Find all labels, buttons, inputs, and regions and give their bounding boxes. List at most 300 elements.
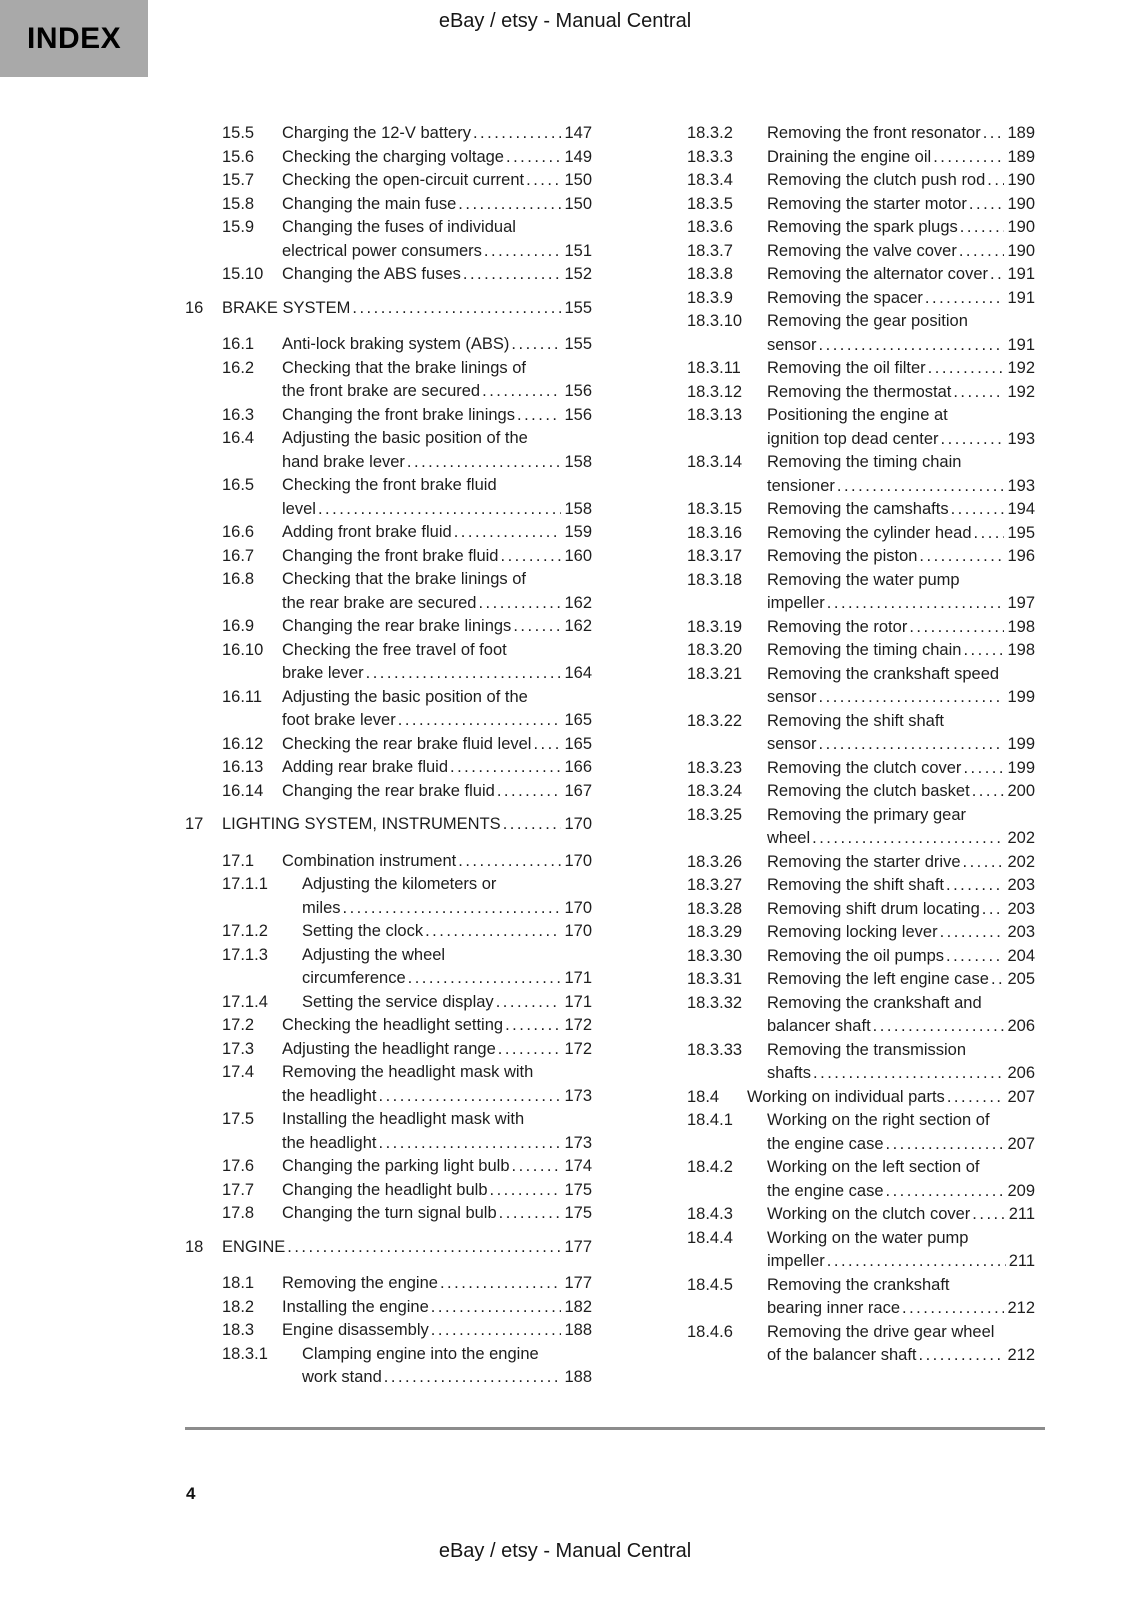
dot-leader <box>991 968 1005 992</box>
toc-entry-body <box>302 920 592 944</box>
toc-entry[interactable] <box>650 287 1035 311</box>
toc-entry-page: 158 <box>564 452 592 471</box>
toc-entry[interactable] <box>185 1108 592 1155</box>
toc-entry-title: hand brake lever <box>282 452 405 471</box>
toc-entry-body <box>767 1227 1035 1274</box>
toc-entry-line <box>767 287 1035 311</box>
toc-entry[interactable] <box>650 569 1035 616</box>
dot-leader <box>408 967 562 991</box>
toc-entry[interactable] <box>650 616 1035 640</box>
toc-entry-line <box>282 521 592 545</box>
toc-entry[interactable] <box>650 874 1035 898</box>
toc-entry[interactable] <box>650 381 1035 405</box>
toc-entry-page: 190 <box>1007 241 1035 260</box>
toc-entry-line <box>767 1180 1035 1204</box>
toc-entry-line <box>767 404 1035 428</box>
toc-entry-line <box>767 592 1035 616</box>
toc-entry-page: 192 <box>1007 359 1035 377</box>
toc-entry-page: 177 <box>564 1274 592 1292</box>
dot-leader <box>513 615 561 639</box>
toc-entry-title: Changing the parking light bulb <box>282 1157 510 1175</box>
toc-entry-number: 16.14 <box>222 781 264 800</box>
toc-entry-line <box>282 1085 592 1109</box>
toc-entry-number: 18.3.13 <box>687 406 743 424</box>
toc-entry-line <box>282 427 592 451</box>
dot-leader <box>963 851 1005 875</box>
toc-entry[interactable] <box>650 522 1035 546</box>
toc-entry-number: 17.5 <box>222 1110 255 1128</box>
toc-entry-page: 193 <box>1007 429 1035 448</box>
toc-entry-body <box>282 1038 592 1062</box>
toc-entry-title: shafts <box>767 1064 812 1082</box>
toc-entry-title: Clamping engine into the engine <box>302 1344 539 1363</box>
dot-leader <box>960 216 1005 240</box>
toc-entry[interactable] <box>185 615 592 639</box>
toc-entry-body <box>767 569 1035 616</box>
toc-entry-line <box>282 756 592 780</box>
toc-entry-page: 211 <box>1008 1252 1035 1270</box>
dot-leader <box>886 1180 1005 1204</box>
toc-entry-body <box>767 710 1035 757</box>
toc-entry-line <box>302 897 592 921</box>
toc-entry-page: 182 <box>564 1297 592 1316</box>
toc-entry-body <box>302 991 592 1015</box>
toc-entry[interactable] <box>650 1156 1035 1203</box>
toc-entry-body <box>282 263 592 287</box>
toc-entry[interactable] <box>650 945 1035 969</box>
toc-entry-page: 207 <box>1007 1087 1035 1106</box>
toc-entry-line <box>302 991 592 1015</box>
toc-entry-line <box>767 216 1035 240</box>
toc-entry-title: Removing the water pump <box>767 570 960 589</box>
toc-entry-number: 18.3.6 <box>687 218 733 236</box>
toc-entry[interactable] <box>185 146 592 170</box>
toc-entry[interactable] <box>650 240 1035 264</box>
toc-entry-number: 18.3.5 <box>687 194 733 213</box>
toc-entry-line <box>282 1155 592 1179</box>
toc-entry-body <box>767 498 1035 522</box>
toc-entry-page: 199 <box>1007 688 1035 706</box>
toc-entry[interactable] <box>650 310 1035 357</box>
dot-leader <box>425 920 561 944</box>
toc-entry-page: 170 <box>564 851 592 870</box>
toc-entry-page: 212 <box>1007 1346 1035 1364</box>
toc-entry-page: 156 <box>564 382 592 400</box>
toc-entry-number: 17.1.3 <box>222 945 268 964</box>
toc-entry-page: 205 <box>1007 970 1035 988</box>
toc-entry-number: 18.4.4 <box>687 1228 733 1247</box>
toc-entry-line <box>767 663 1035 687</box>
toc-entry-body <box>282 1155 592 1179</box>
toc-entry-title: Adjusting the wheel <box>302 945 446 964</box>
toc-entry-title: foot brake lever <box>282 711 396 729</box>
dot-leader <box>953 381 1004 405</box>
toc-entry-page: 167 <box>564 781 592 800</box>
toc-entry[interactable] <box>650 357 1035 381</box>
dot-leader <box>431 1319 562 1343</box>
toc-entry-page: 199 <box>1007 735 1035 753</box>
toc-entry-title: Removing the crankshaft speed <box>767 664 1000 683</box>
toc-entry-number: 18.4.5 <box>687 1275 733 1294</box>
toc-entry-line <box>282 404 592 428</box>
toc-entry-title: Removing the clutch cover <box>767 758 962 777</box>
toc-entry-title: Changing the front brake fluid <box>282 546 499 565</box>
toc-entry-line <box>767 1203 1035 1227</box>
toc-entry-body <box>282 686 592 733</box>
toc-entry-page: 175 <box>564 1180 592 1199</box>
toc-entry-body <box>767 263 1035 287</box>
toc-entry-page: 165 <box>564 734 592 753</box>
toc-entry[interactable] <box>185 873 592 920</box>
toc-entry[interactable] <box>185 1179 592 1203</box>
toc-entry-title: tensioner <box>767 476 835 495</box>
toc-entry-page: 172 <box>564 1039 592 1058</box>
toc-entry-line <box>282 1014 592 1038</box>
toc-entry[interactable] <box>185 1343 592 1390</box>
toc-entry-number: 18.3.28 <box>687 899 743 918</box>
toc-entry-line <box>767 1062 1035 1086</box>
toc-entry-line <box>282 709 592 733</box>
toc-entry-body <box>767 381 1035 405</box>
toc-entry[interactable] <box>650 1321 1035 1368</box>
toc-entry[interactable] <box>185 1014 592 1038</box>
toc-entry-number: 18.3.27 <box>687 876 743 894</box>
toc-entry-title: brake lever <box>282 664 364 682</box>
toc-entry-body <box>767 945 1035 969</box>
toc-entry-title: Combination instrument <box>282 851 457 870</box>
toc-entry-line <box>767 475 1035 499</box>
toc-entry-title: ignition top dead center <box>767 429 939 448</box>
toc-entry[interactable] <box>185 568 592 615</box>
toc-entry-body <box>767 216 1035 240</box>
toc-entry[interactable] <box>185 639 592 686</box>
toc-entry[interactable] <box>650 639 1035 663</box>
toc-entry-title: Removing the crankshaft <box>767 1275 950 1294</box>
toc-entry-title: Adjusting the basic position of the <box>282 687 528 706</box>
toc-entry[interactable] <box>650 992 1035 1039</box>
toc-entry-body <box>767 616 1035 640</box>
dot-leader <box>972 1203 1005 1227</box>
toc-entry-number: 18.3 <box>222 1321 255 1339</box>
toc-entry-title: BRAKE SYSTEM <box>222 298 351 317</box>
toc-entry-page: 150 <box>564 171 592 189</box>
toc-entry[interactable] <box>185 333 592 357</box>
toc-entry[interactable] <box>185 1202 592 1226</box>
dot-leader <box>500 545 561 569</box>
toc-entry-number: 15.7 <box>222 171 255 189</box>
toc-entry[interactable] <box>650 498 1035 522</box>
toc-entry-body <box>767 639 1035 663</box>
toc-entry-page: 190 <box>1007 194 1035 213</box>
toc-entry[interactable] <box>185 991 592 1015</box>
toc-right-column <box>650 122 1035 1390</box>
dot-leader <box>819 334 1005 358</box>
toc-entry[interactable] <box>650 169 1035 193</box>
toc-entry-title: Removing the crankshaft and <box>767 993 982 1012</box>
toc-entry[interactable] <box>185 944 592 991</box>
toc-entry-number: 18.3.7 <box>687 241 733 260</box>
toc-entry-body <box>282 615 592 639</box>
dot-leader <box>398 709 562 733</box>
toc-entry-page: 188 <box>564 1368 592 1386</box>
dot-leader <box>982 898 1005 922</box>
toc-entry-title: Removing the valve cover <box>767 241 957 260</box>
toc-entry-title: Removing the engine <box>282 1274 438 1292</box>
toc-entry[interactable] <box>185 1319 592 1343</box>
toc-entry-page: 191 <box>1007 265 1035 283</box>
toc-entry-title: Checking the charging voltage <box>282 147 504 166</box>
toc-entry-number: 18.3.8 <box>687 265 733 283</box>
toc-entry-number: 18.3.9 <box>687 288 733 307</box>
toc-entry-line <box>767 780 1035 804</box>
toc-entry-number: 15.5 <box>222 124 255 142</box>
toc-entry[interactable] <box>650 804 1035 851</box>
dot-leader <box>837 475 1005 499</box>
index-tab-label: INDEX <box>0 0 148 77</box>
dot-leader <box>933 146 1004 170</box>
toc-entry[interactable] <box>650 780 1035 804</box>
toc-entry-line <box>302 1366 592 1390</box>
toc-entry-page: 150 <box>564 194 592 213</box>
toc-entry-body <box>767 898 1035 922</box>
toc-entry-title: Working on the clutch cover <box>767 1205 971 1223</box>
dot-leader <box>463 263 562 287</box>
toc-entry-line <box>767 122 1035 146</box>
toc-entry-title: miles <box>302 898 341 917</box>
toc-entry-page: 203 <box>1007 923 1035 941</box>
toc-entry-line <box>767 804 1035 828</box>
toc-entry-number: 17.2 <box>222 1016 255 1034</box>
toc-entry-title: Working on individual parts <box>747 1087 945 1106</box>
toc-entry-line <box>302 967 592 991</box>
toc-entry-title: Removing the camshafts <box>767 500 949 518</box>
toc-entry-body <box>282 545 592 569</box>
toc-entry-page: 162 <box>564 593 592 612</box>
toc-entry[interactable] <box>185 263 592 287</box>
toc-entry-number: 15.10 <box>222 265 264 283</box>
toc-entry-line <box>282 850 592 874</box>
toc-entry-line <box>767 757 1035 781</box>
toc-entry-line <box>767 263 1035 287</box>
toc-entry[interactable] <box>650 1109 1035 1156</box>
toc-entry-number: 17.1.2 <box>222 922 268 940</box>
toc-entry-line <box>222 813 592 837</box>
dot-leader <box>974 522 1005 546</box>
toc-entry[interactable] <box>185 169 592 193</box>
toc-entry[interactable] <box>185 521 592 545</box>
toc-entry-body <box>282 193 592 217</box>
toc-entry[interactable] <box>185 733 592 757</box>
toc-entry-page: 202 <box>1007 829 1035 847</box>
toc-entry-line <box>222 297 592 321</box>
toc-entry[interactable] <box>185 1061 592 1108</box>
toc-entry[interactable] <box>185 545 592 569</box>
toc-entry[interactable] <box>185 193 592 217</box>
toc-entry[interactable] <box>650 710 1035 757</box>
toc-entry[interactable] <box>650 216 1035 240</box>
toc-entry-body <box>767 122 1035 146</box>
toc-entry-line <box>302 1343 592 1367</box>
toc-entry[interactable] <box>650 545 1035 569</box>
toc-entry-line <box>767 1039 1035 1063</box>
toc-entry[interactable] <box>185 756 592 780</box>
toc-entry-page: 171 <box>564 969 592 987</box>
toc-entry-title: the engine case <box>767 1181 884 1200</box>
toc-entry[interactable] <box>185 122 592 146</box>
toc-entry-number: 18.4.1 <box>687 1111 733 1129</box>
toc-entry[interactable] <box>185 357 592 404</box>
toc-entry[interactable] <box>650 451 1035 498</box>
toc-entry[interactable] <box>650 263 1035 287</box>
toc-entry-title: Adding front brake fluid <box>282 523 452 541</box>
dot-leader <box>946 945 1004 969</box>
toc-entry[interactable] <box>185 474 592 521</box>
toc-entry-title: Removing the alternator cover <box>767 265 989 283</box>
toc-entry-line <box>282 216 592 240</box>
toc-entry-title: impeller <box>767 1252 825 1270</box>
toc-entry-line <box>767 827 1035 851</box>
toc-entry[interactable] <box>650 757 1035 781</box>
toc-entry-page: 196 <box>1007 547 1035 565</box>
toc-entry[interactable] <box>650 663 1035 710</box>
toc-entry-title: Removing the timing chain <box>767 641 962 659</box>
toc-entry-number: 17 <box>185 815 204 833</box>
toc-entry-page: 191 <box>1007 335 1035 354</box>
toc-entry-line <box>767 498 1035 522</box>
toc-entry-title: Setting the service display <box>302 992 494 1011</box>
toc-entry-line <box>222 1236 592 1260</box>
toc-entry[interactable] <box>650 1203 1035 1227</box>
dot-leader <box>505 1014 561 1038</box>
toc-entry-number: 18.3.33 <box>687 1040 743 1059</box>
dot-leader <box>940 921 1005 945</box>
dot-leader <box>951 498 1005 522</box>
toc-entry-line <box>282 733 592 757</box>
toc-entry-title: Installing the headlight mask with <box>282 1110 525 1128</box>
toc-entry-page: 202 <box>1007 852 1035 871</box>
toc-entry-line <box>767 1156 1035 1180</box>
toc-entry[interactable] <box>185 1155 592 1179</box>
toc-entry-page: 194 <box>1007 500 1035 518</box>
toc-entry[interactable] <box>650 146 1035 170</box>
toc-entry-title: Positioning the engine at <box>767 406 948 424</box>
toc-entry[interactable] <box>185 920 592 944</box>
toc-entry-page: 195 <box>1007 523 1035 542</box>
toc-entry[interactable] <box>185 297 592 321</box>
toc-entry[interactable] <box>185 1272 592 1296</box>
toc-entry[interactable] <box>185 850 592 874</box>
toc-entry[interactable] <box>185 686 592 733</box>
toc-entry-title: work stand <box>302 1368 382 1386</box>
toc-entry-body <box>767 193 1035 217</box>
toc-entry-line <box>282 545 592 569</box>
toc-entry[interactable] <box>650 968 1035 992</box>
toc-entry-line <box>282 122 592 146</box>
toc-entry-page: 149 <box>564 147 592 166</box>
toc-entry-body <box>282 427 592 474</box>
toc-entry[interactable] <box>185 1296 592 1320</box>
toc-entry[interactable] <box>185 1236 592 1260</box>
dot-leader <box>963 757 1004 781</box>
toc-entry-line <box>767 710 1035 734</box>
toc-entry-line <box>282 146 592 170</box>
toc-entry[interactable] <box>650 404 1035 451</box>
toc-entry[interactable] <box>185 404 592 428</box>
toc-entry-line <box>767 193 1035 217</box>
toc-entry-body <box>767 757 1035 781</box>
toc-entry-page: 152 <box>564 265 592 283</box>
toc-entry[interactable] <box>650 1086 1035 1110</box>
toc-entry-line <box>767 851 1035 875</box>
toc-entry-title: circumference <box>302 969 406 987</box>
toc-entry-body <box>282 357 592 404</box>
toc-entry-number: 16.11 <box>222 687 263 706</box>
toc-entry-number: 18.4.6 <box>687 1322 733 1341</box>
toc-entry[interactable] <box>185 1038 592 1062</box>
toc-entry[interactable] <box>185 427 592 474</box>
toc-entry-title: Checking the headlight setting <box>282 1016 504 1034</box>
toc-entry-title: Removing the clutch basket <box>767 782 970 800</box>
toc-entry-body <box>282 521 592 545</box>
toc-entry-number: 17.1 <box>222 851 255 870</box>
toc-entry[interactable] <box>650 193 1035 217</box>
toc-entry-title: Removing the spacer <box>767 288 923 307</box>
toc-entry[interactable] <box>185 780 592 804</box>
toc-entry-title: electrical power consumers <box>282 241 482 260</box>
dot-leader <box>827 592 1005 616</box>
toc-entry[interactable] <box>185 813 592 837</box>
toc-entry[interactable] <box>650 1274 1035 1321</box>
toc-entry[interactable] <box>650 898 1035 922</box>
toc-entry-title: Removing the shift shaft <box>767 876 945 894</box>
toc-entry-page: 206 <box>1007 1017 1035 1035</box>
toc-entry[interactable] <box>650 122 1035 146</box>
toc-entry[interactable] <box>185 216 592 263</box>
toc-entry-title: Checking the front brake fluid <box>282 476 497 494</box>
dot-leader <box>925 287 1005 311</box>
toc-entry-number: 18.3.4 <box>687 171 733 189</box>
dot-leader <box>482 380 561 404</box>
toc-entry-body <box>767 404 1035 451</box>
toc-entry[interactable] <box>650 1227 1035 1274</box>
toc-entry-page: 200 <box>1007 782 1035 800</box>
toc-entry-title: Changing the ABS fuses <box>282 265 461 283</box>
toc-entry-title: Removing shift drum locating <box>767 899 980 918</box>
toc-entry-body <box>222 813 592 837</box>
toc-entry-number: 18.3.15 <box>687 500 743 518</box>
dot-leader <box>959 240 1005 264</box>
toc-entry-number: 18.3.20 <box>687 641 743 659</box>
dot-leader <box>990 263 1004 287</box>
toc-entry-number: 16 <box>185 298 204 317</box>
toc-entry-page: 199 <box>1007 758 1035 777</box>
toc-entry-page: 197 <box>1007 594 1035 612</box>
toc-entry-number: 16.3 <box>222 405 255 424</box>
toc-entry-line <box>767 992 1035 1016</box>
toc-entry-body <box>767 357 1035 381</box>
toc-entry[interactable] <box>650 1039 1035 1086</box>
toc-entry-body <box>282 850 592 874</box>
toc-entry[interactable] <box>650 921 1035 945</box>
toc-entry-page: 189 <box>1007 147 1035 166</box>
toc-entry-title: Removing the headlight mask with <box>282 1063 534 1081</box>
toc-entry-page: 198 <box>1007 617 1035 636</box>
toc-entry-line <box>302 944 592 968</box>
toc-entry-title: Changing the main fuse <box>282 194 457 213</box>
toc-entry-line <box>282 568 592 592</box>
toc-entry[interactable] <box>650 851 1035 875</box>
toc-entry-page: 174 <box>564 1157 592 1175</box>
